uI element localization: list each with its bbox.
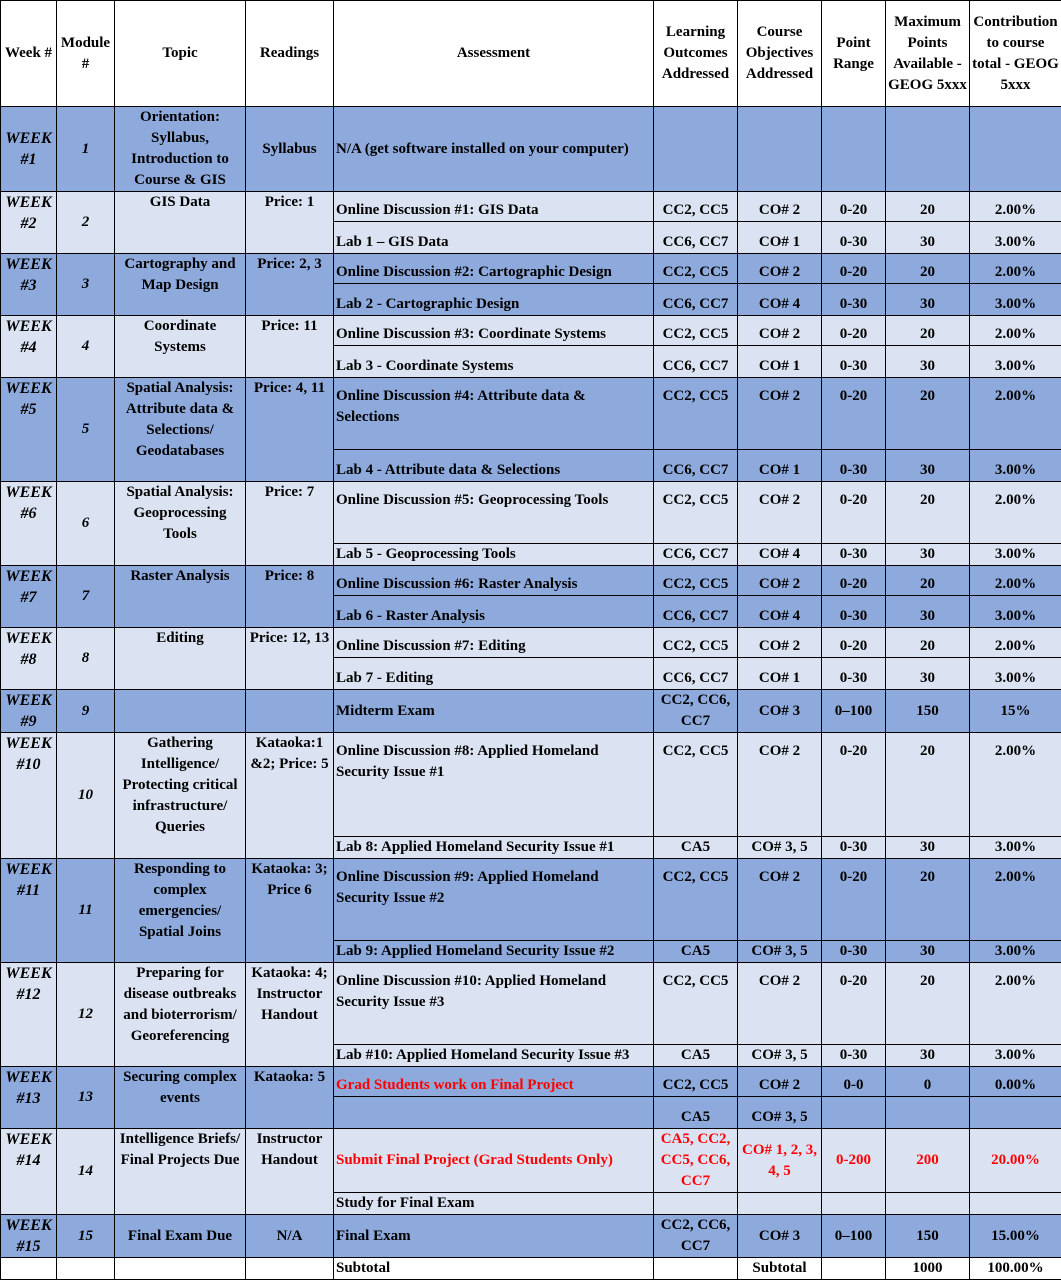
topic-cell: GIS Data [115, 192, 246, 254]
week-label: WEEK #2 [1, 192, 57, 254]
topic-cell: Spatial Analysis: Attribute data & Selections/ Geodatabases [115, 378, 246, 482]
week-label: WEEK #10 [1, 733, 57, 859]
assessment-cell: Online Discussion #3: Coordinate Systems [334, 316, 654, 346]
assessment-cell: N/A (get software installed on your computer) [334, 107, 654, 192]
max-points-cell: 150 [886, 690, 970, 733]
assessment-cell: Online Discussion #5: Geoprocessing Tools [334, 482, 654, 544]
max-points-cell: 30 [886, 658, 970, 690]
topic-cell: Orientation: Syllabus, Introduction to Course & GIS [115, 107, 246, 192]
contribution-cell: 2.00% [970, 378, 1061, 450]
contribution-cell: 3.00% [970, 284, 1061, 316]
topic-cell: Preparing for disease outbreaks and bioterrorism/ Georeferencing [115, 963, 246, 1067]
topic-cell: Responding to complex emergencies/ Spatial Joins [115, 859, 246, 963]
course-objectives-cell: CO# 2 [738, 859, 822, 941]
contribution-cell: 3.00% [970, 346, 1061, 378]
course-objectives-cell: CO# 2 [738, 963, 822, 1045]
readings-cell: Price: 12, 13 [246, 628, 334, 690]
point-range-cell [822, 1097, 886, 1129]
assessment-cell: Final Exam [334, 1215, 654, 1258]
assessment-cell: Lab 4 - Attribute data & Selections [334, 450, 654, 482]
point-range-cell: 0-30 [822, 222, 886, 254]
point-range-cell: 0-20 [822, 378, 886, 450]
week-label: WEEK #9 [1, 690, 57, 733]
course-objectives-cell: CO# 1 [738, 450, 822, 482]
schedule-row [1, 566, 1061, 596]
readings-cell: Kataoka:1 &2; Price: 5 [246, 733, 334, 859]
point-range-cell: 0-20 [822, 254, 886, 284]
module-number: 4 [57, 316, 115, 378]
point-range-cell: 0-30 [822, 284, 886, 316]
readings-cell: Price: 2, 3 [246, 254, 334, 316]
schedule-row [1, 316, 1061, 346]
module-number: 2 [57, 192, 115, 254]
learning-outcomes-cell: CC2, CC5 [654, 378, 738, 450]
topic-cell: Securing complex events [115, 1067, 246, 1129]
max-points-cell: 0 [886, 1067, 970, 1097]
contribution-cell: 2.00% [970, 628, 1061, 658]
point-range-cell: 0-0 [822, 1067, 886, 1097]
learning-outcomes-cell: CC2, CC5 [654, 316, 738, 346]
topic-cell: Gathering Intelligence/ Protecting critical infrastructure/ Queries [115, 733, 246, 859]
learning-outcomes-cell: CC2, CC5 [654, 963, 738, 1045]
contribution-cell: 2.00% [970, 316, 1061, 346]
learning-outcomes-cell: CC2, CC5 [654, 1067, 738, 1097]
max-points-cell: 20 [886, 566, 970, 596]
max-points-cell: 20 [886, 378, 970, 450]
week-label: WEEK #7 [1, 566, 57, 628]
point-range-cell: 0-20 [822, 859, 886, 941]
point-range-cell: 0-20 [822, 316, 886, 346]
learning-outcomes-cell: CC2, CC5 [654, 733, 738, 837]
point-range-cell: 0-30 [822, 596, 886, 628]
max-points-cell: 30 [886, 837, 970, 859]
learning-outcomes-cell: CC2, CC5 [654, 566, 738, 596]
readings-cell: Price: 4, 11 [246, 378, 334, 482]
subtotal-contribution: 100.00% [970, 1258, 1061, 1280]
learning-outcomes-cell: CC6, CC7 [654, 284, 738, 316]
module-number: 3 [57, 254, 115, 316]
max-points-cell: 30 [886, 346, 970, 378]
assessment-cell: Lab 1 – GIS Data [334, 222, 654, 254]
learning-outcomes-cell: CC2, CC5 [654, 628, 738, 658]
learning-outcomes-cell: CA5 [654, 1097, 738, 1129]
max-points-cell [886, 1097, 970, 1129]
contribution-cell: 3.00% [970, 1045, 1061, 1067]
contribution-cell: 2.00% [970, 733, 1061, 837]
contribution-cell: 2.00% [970, 963, 1061, 1045]
contribution-cell: 2.00% [970, 859, 1061, 941]
course-objectives-cell: CO# 2 [738, 316, 822, 346]
course-objectives-cell: CO# 1, 2, 3, 4, 5 [738, 1129, 822, 1193]
module-number: 10 [57, 733, 115, 859]
point-range-cell: 0-200 [822, 1129, 886, 1193]
topic-cell: Raster Analysis [115, 566, 246, 628]
header-module: Module # [57, 1, 115, 107]
max-points-cell: 20 [886, 963, 970, 1045]
subtotal-label-objectives: Subtotal [738, 1258, 822, 1280]
point-range-cell: 0-20 [822, 566, 886, 596]
assessment-cell: Online Discussion #7: Editing [334, 628, 654, 658]
learning-outcomes-cell: CC2, CC6, CC7 [654, 690, 738, 733]
module-number: 9 [57, 690, 115, 733]
point-range-cell: 0–100 [822, 1215, 886, 1258]
assessment-cell: Lab #10: Applied Homeland Security Issue #3 [334, 1045, 654, 1067]
course-objectives-cell: CO# 2 [738, 566, 822, 596]
contribution-cell: 15.00% [970, 1215, 1061, 1258]
module-number: 15 [57, 1215, 115, 1258]
course-objectives-cell: CO# 2 [738, 254, 822, 284]
contribution-cell: 3.00% [970, 837, 1061, 859]
schedule-row [1, 963, 1061, 1045]
max-points-cell: 200 [886, 1129, 970, 1193]
learning-outcomes-cell: CC2, CC5 [654, 192, 738, 222]
topic-cell [115, 690, 246, 733]
point-range-cell: 0-20 [822, 628, 886, 658]
learning-outcomes-cell: CC2, CC5 [654, 254, 738, 284]
schedule-row [1, 482, 1061, 544]
max-points-cell: 30 [886, 596, 970, 628]
course-objectives-cell: CO# 3, 5 [738, 1045, 822, 1067]
assessment-cell: Study for Final Exam [334, 1193, 654, 1215]
max-points-cell: 30 [886, 222, 970, 254]
readings-cell: N/A [246, 1215, 334, 1258]
header-row [1, 1, 1061, 107]
assessment-cell: Online Discussion #4: Attribute data & Selections [334, 378, 654, 450]
week-label: WEEK #8 [1, 628, 57, 690]
assessment-cell: Midterm Exam [334, 690, 654, 733]
readings-cell: Instructor Handout [246, 1129, 334, 1215]
course-objectives-cell: CO# 4 [738, 544, 822, 566]
header-learning-outcomes: Learning Outcomes Addressed [654, 1, 738, 107]
schedule-row [1, 1215, 1061, 1258]
contribution-cell: 2.00% [970, 482, 1061, 544]
course-objectives-cell: CO# 2 [738, 628, 822, 658]
course-objectives-cell: CO# 1 [738, 658, 822, 690]
subtotal-row [1, 1258, 1061, 1280]
schedule-row [1, 628, 1061, 658]
learning-outcomes-cell: CA5 [654, 941, 738, 963]
learning-outcomes-cell: CC6, CC7 [654, 450, 738, 482]
assessment-cell: Lab 2 - Cartographic Design [334, 284, 654, 316]
max-points-cell [886, 1193, 970, 1215]
header-week: Week # [1, 1, 57, 107]
week-label: WEEK #3 [1, 254, 57, 316]
max-points-cell [886, 107, 970, 192]
max-points-cell: 20 [886, 628, 970, 658]
learning-outcomes-cell: CC2, CC5 [654, 482, 738, 544]
contribution-cell [970, 1193, 1061, 1215]
point-range-cell: 0-30 [822, 346, 886, 378]
contribution-cell: 3.00% [970, 658, 1061, 690]
course-objectives-cell: CO# 2 [738, 733, 822, 837]
max-points-cell: 30 [886, 1045, 970, 1067]
header-readings: Readings [246, 1, 334, 107]
contribution-cell: 2.00% [970, 254, 1061, 284]
topic-cell: Editing [115, 628, 246, 690]
max-points-cell: 30 [886, 941, 970, 963]
max-points-cell: 20 [886, 254, 970, 284]
readings-cell: Price: 8 [246, 566, 334, 628]
assessment-cell: Lab 9: Applied Homeland Security Issue #2 [334, 941, 654, 963]
module-number: 14 [57, 1129, 115, 1215]
module-number: 8 [57, 628, 115, 690]
course-objectives-cell: CO# 4 [738, 596, 822, 628]
module-number: 13 [57, 1067, 115, 1129]
learning-outcomes-cell: CA5 [654, 837, 738, 859]
course-objectives-cell [738, 107, 822, 192]
week-label: WEEK #6 [1, 482, 57, 566]
header-point-range: Point Range [822, 1, 886, 107]
week-label: WEEK #11 [1, 859, 57, 963]
point-range-cell: 0-30 [822, 544, 886, 566]
contribution-cell: 15% [970, 690, 1061, 733]
course-objectives-cell: CO# 3, 5 [738, 837, 822, 859]
learning-outcomes-cell [654, 1193, 738, 1215]
contribution-cell: 2.00% [970, 566, 1061, 596]
subtotal-label: Subtotal [334, 1258, 654, 1280]
readings-cell: Kataoka: 3; Price 6 [246, 859, 334, 963]
course-objectives-cell: CO# 4 [738, 284, 822, 316]
week-label: WEEK #1 [1, 107, 57, 192]
point-range-cell: 0-30 [822, 450, 886, 482]
schedule-row [1, 1067, 1061, 1097]
assessment-cell: Lab 6 - Raster Analysis [334, 596, 654, 628]
point-range-cell: 0-20 [822, 482, 886, 544]
module-number: 7 [57, 566, 115, 628]
week-label: WEEK #5 [1, 378, 57, 482]
contribution-cell: 2.00% [970, 192, 1061, 222]
point-range-cell: 0-20 [822, 192, 886, 222]
header-topic: Topic [115, 1, 246, 107]
point-range-cell: 0-30 [822, 837, 886, 859]
course-objectives-cell: CO# 2 [738, 482, 822, 544]
assessment-cell: Online Discussion #8: Applied Homeland Security Issue #1 [334, 733, 654, 837]
max-points-cell: 30 [886, 544, 970, 566]
module-number: 12 [57, 963, 115, 1067]
topic-cell: Intelligence Briefs/ Final Projects Due [115, 1129, 246, 1215]
readings-cell: Price: 1 [246, 192, 334, 254]
contribution-cell: 3.00% [970, 596, 1061, 628]
point-range-cell: 0-30 [822, 1045, 886, 1067]
point-range-cell: 0-20 [822, 963, 886, 1045]
readings-cell [246, 690, 334, 733]
point-range-cell: 0–100 [822, 690, 886, 733]
readings-cell: Kataoka: 5 [246, 1067, 334, 1129]
max-points-cell: 150 [886, 1215, 970, 1258]
week-label: WEEK #12 [1, 963, 57, 1067]
learning-outcomes-cell: CC2, CC5 [654, 859, 738, 941]
assessment-cell: Lab 7 - Editing [334, 658, 654, 690]
learning-outcomes-cell: CC6, CC7 [654, 658, 738, 690]
course-objectives-cell: CO# 3, 5 [738, 941, 822, 963]
readings-cell: Price: 7 [246, 482, 334, 566]
point-range-cell: 0-30 [822, 941, 886, 963]
week-label: WEEK #15 [1, 1215, 57, 1258]
learning-outcomes-cell: CA5 [654, 1045, 738, 1067]
learning-outcomes-cell: CC6, CC7 [654, 222, 738, 254]
schedule-row [1, 859, 1061, 941]
contribution-cell: 20.00% [970, 1129, 1061, 1193]
contribution-cell: 0.00% [970, 1067, 1061, 1097]
learning-outcomes-cell: CC6, CC7 [654, 544, 738, 566]
course-objectives-cell: CO# 3, 5 [738, 1097, 822, 1129]
schedule-row [1, 192, 1061, 222]
learning-outcomes-cell: CC6, CC7 [654, 596, 738, 628]
contribution-cell: 3.00% [970, 450, 1061, 482]
assessment-cell [334, 1097, 654, 1129]
assessment-cell: Lab 3 - Coordinate Systems [334, 346, 654, 378]
course-objectives-cell: CO# 1 [738, 222, 822, 254]
week-label: WEEK #14 [1, 1129, 57, 1215]
point-range-cell: 0-20 [822, 733, 886, 837]
module-number: 1 [57, 107, 115, 192]
contribution-cell: 3.00% [970, 941, 1061, 963]
max-points-cell: 20 [886, 192, 970, 222]
course-objectives-cell [738, 1193, 822, 1215]
contribution-cell: 3.00% [970, 544, 1061, 566]
header-maximum-points: Maximum Points Available - GEOG 5xxx [886, 1, 970, 107]
max-points-cell: 20 [886, 316, 970, 346]
max-points-cell: 20 [886, 859, 970, 941]
topic-cell: Coordinate Systems [115, 316, 246, 378]
point-range-cell [822, 107, 886, 192]
max-points-cell: 30 [886, 284, 970, 316]
module-number: 5 [57, 378, 115, 482]
assessment-cell: Online Discussion #9: Applied Homeland Security Issue #2 [334, 859, 654, 941]
readings-cell: Kataoka: 4; Instructor Handout [246, 963, 334, 1067]
learning-outcomes-cell: CC6, CC7 [654, 346, 738, 378]
topic-cell: Final Exam Due [115, 1215, 246, 1258]
schedule-row [1, 254, 1061, 284]
assessment-cell: Submit Final Project (Grad Students Only) [334, 1129, 654, 1193]
assessment-cell: Online Discussion #2: Cartographic Design [334, 254, 654, 284]
readings-cell: Price: 11 [246, 316, 334, 378]
schedule-row [1, 733, 1061, 837]
assessment-cell: Lab 5 - Geoprocessing Tools [334, 544, 654, 566]
assessment-cell: Online Discussion #10: Applied Homeland Security Issue #3 [334, 963, 654, 1045]
assessment-cell: Online Discussion #1: GIS Data [334, 192, 654, 222]
contribution-cell: 3.00% [970, 222, 1061, 254]
learning-outcomes-cell [654, 107, 738, 192]
assessment-cell: Lab 8: Applied Homeland Security Issue #1 [334, 837, 654, 859]
week-label: WEEK #4 [1, 316, 57, 378]
learning-outcomes-cell: CC2, CC6, CC7 [654, 1215, 738, 1258]
module-number: 11 [57, 859, 115, 963]
header-contribution: Contribution to course total - GEOG 5xxx [970, 1, 1061, 107]
schedule-row [1, 1129, 1061, 1193]
week-label: WEEK #13 [1, 1067, 57, 1129]
course-objectives-cell: CO# 2 [738, 192, 822, 222]
point-range-cell [822, 1193, 886, 1215]
topic-cell: Spatial Analysis: Geoprocessing Tools [115, 482, 246, 566]
module-number: 6 [57, 482, 115, 566]
subtotal-max-points: 1000 [886, 1258, 970, 1280]
course-objectives-cell: CO# 3 [738, 690, 822, 733]
point-range-cell: 0-30 [822, 658, 886, 690]
learning-outcomes-cell: CA5, CC2, CC5, CC6, CC7 [654, 1129, 738, 1193]
contribution-cell [970, 107, 1061, 192]
header-assessment: Assessment [334, 1, 654, 107]
course-objectives-cell: CO# 2 [738, 1067, 822, 1097]
max-points-cell: 20 [886, 482, 970, 544]
readings-cell: Syllabus [246, 107, 334, 192]
max-points-cell: 30 [886, 450, 970, 482]
max-points-cell: 20 [886, 733, 970, 837]
course-objectives-cell: CO# 3 [738, 1215, 822, 1258]
course-objectives-cell: CO# 2 [738, 378, 822, 450]
assessment-cell: Grad Students work on Final Project [334, 1067, 654, 1097]
header-course-objectives: Course Objectives Addressed [738, 1, 822, 107]
schedule-row [1, 107, 1061, 192]
topic-cell: Cartography and Map Design [115, 254, 246, 316]
course-objectives-cell: CO# 1 [738, 346, 822, 378]
contribution-cell [970, 1097, 1061, 1129]
schedule-row [1, 690, 1061, 733]
assessment-cell: Online Discussion #6: Raster Analysis [334, 566, 654, 596]
schedule-row [1, 378, 1061, 450]
